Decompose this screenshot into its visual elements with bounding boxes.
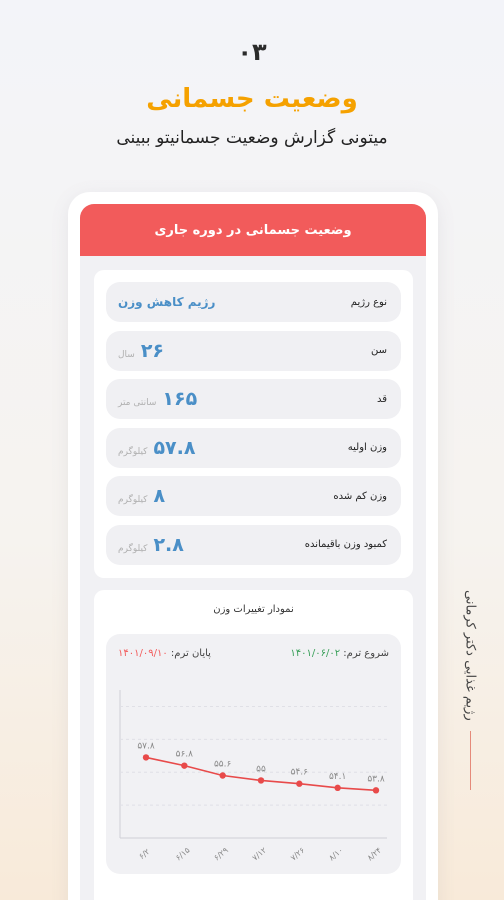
x-tick-label: ۷/۲۶ — [288, 845, 307, 863]
height-value: ۱۶۵ — [162, 388, 198, 410]
data-label: ۵۳.۸ — [367, 774, 385, 785]
data-point — [181, 762, 187, 768]
data-label: ۵۵.۶ — [213, 759, 232, 770]
info-card — [94, 270, 413, 578]
term-end-date: ۱۴۰۱/۰۹/۱۰ — [118, 648, 168, 659]
weight-chart-card — [94, 590, 413, 900]
info-row-label: نوع رژیم — [350, 296, 387, 308]
info-row-initial-weight — [106, 428, 401, 468]
weight-lost-unit: کیلوگرم — [118, 495, 148, 505]
side-brand — [454, 590, 486, 790]
x-tick-label: ۶/۲ — [137, 847, 152, 862]
age-value: ۲۶ — [140, 339, 165, 362]
info-row-label: قد — [376, 393, 387, 405]
term-end-label: پایان ترم: — [170, 648, 211, 659]
x-tick-label: ۸/۱۰ — [327, 845, 345, 863]
x-tick-label: ۷/۱۲ — [250, 845, 269, 863]
info-row-label: سن — [371, 345, 387, 356]
height-unit: سانتی متر — [118, 398, 157, 408]
headline: وضعیت جسمانی — [146, 84, 358, 114]
info-row-label: کمبود وزن باقیمانده — [304, 539, 387, 550]
age-unit: سال — [118, 349, 135, 360]
info-row-diet-type — [106, 282, 401, 322]
info-row-label: وزن اولیه — [347, 442, 387, 453]
data-label: ۵۴.۱ — [328, 771, 347, 782]
x-tick-label: ۶/۱۵ — [173, 845, 192, 863]
remaining-deficit-unit: کیلوگرم — [118, 543, 148, 554]
x-tick-label: ۸/۲۴ — [365, 845, 384, 863]
data-point — [219, 772, 225, 778]
initial-weight-unit: کیلوگرم — [118, 446, 148, 457]
side-brand-line — [470, 731, 471, 790]
remaining-deficit-value: ۲.۸ — [153, 533, 184, 556]
data-point — [258, 777, 264, 783]
data-point — [373, 787, 379, 793]
app-screen — [80, 204, 426, 900]
subline: میتونی گزارش وضعیت جسمانیتو ببینی — [116, 128, 388, 148]
screen-header — [80, 204, 426, 256]
info-row-weight-lost — [106, 476, 401, 516]
chart-box — [106, 634, 401, 874]
term-start-label: شروع ترم: — [343, 648, 389, 659]
phone-frame — [68, 192, 438, 900]
info-row-height — [106, 379, 401, 419]
data-label: ۵۵ — [256, 764, 266, 775]
data-point — [334, 785, 340, 791]
term-start-date: ۱۴۰۱/۰۶/۰۲ — [290, 648, 341, 659]
diet-type-value: رژیم کاهش وزن — [118, 295, 216, 309]
weight-lost-value: ۸ — [153, 485, 166, 507]
data-point — [143, 754, 149, 760]
data-label: ۵۷.۸ — [137, 741, 155, 752]
data-label: ۵۴.۶ — [290, 767, 309, 778]
screen-header-title: وضعیت جسمانی در دوره جاری — [154, 222, 352, 238]
info-row-label: وزن کم شده — [333, 490, 387, 502]
info-row-age — [106, 331, 401, 371]
data-label: ۵۶.۸ — [175, 749, 194, 760]
info-row-remaining-deficit — [106, 525, 401, 565]
side-brand-text: رژیم غذایی دکتر کرمانی — [462, 590, 478, 721]
chart-title: نمودار تغییرات وزن — [213, 604, 294, 615]
data-point — [296, 781, 302, 787]
weight-line-chart — [106, 634, 401, 874]
initial-weight-value: ۵۷.۸ — [153, 436, 196, 459]
x-tick-label: ۶/۲۹ — [212, 845, 230, 863]
step-number: ۰۳ — [237, 38, 267, 66]
